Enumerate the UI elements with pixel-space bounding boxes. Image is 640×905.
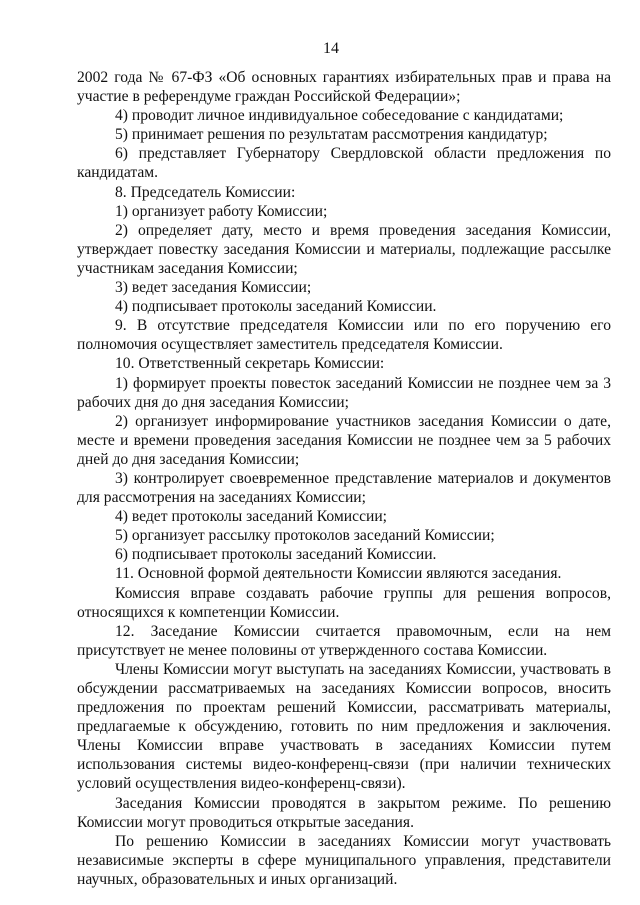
paragraph-chair-item-1: 1) организует работу Комиссии; [115, 202, 328, 220]
paragraph-section-8-heading: 8. Председатель Комиссии: [115, 183, 296, 201]
paragraph-secretary-item-2: 2) организует информирование участников заседания Комиссии о дате, месте и времени проведения заседания Комиссии не позднее чем за 5 рабочих дней до дня заседания Комиссии; [77, 412, 611, 468]
paragraph-law-reference: 2002 года № 67-ФЗ «Об основных гарантиях избирательных прав и права на участие в референдуме граждан Российской Федерации»; [77, 69, 611, 106]
paragraph-secretary-item-5: 5) организует рассылку протоколов заседаний Комиссии; [115, 527, 495, 545]
paragraph-section-11: 11. Основной формой деятельности Комиссии являются заседания. [115, 565, 562, 583]
page-number: 14 [323, 40, 339, 57]
paragraph-section-9: 9. В отсутствие председателя Комиссии или по его поручению его полномочия осуществляет заместитель председателя Комиссии. [77, 317, 611, 354]
paragraph-chair-item-4: 4) подписывает протоколы заседаний Комиссии. [115, 298, 437, 316]
paragraph-chair-item-3: 3) ведет заседания Комиссии; [115, 279, 312, 297]
paragraph-item-5-decisions: 5) принимает решения по результатам рассмотрения кандидатур; [115, 126, 548, 144]
paragraph-secretary-item-4: 4) ведет протоколы заседаний Комиссии; [115, 508, 388, 526]
paragraph-chair-item-2: 2) определяет дату, место и время проведения заседания Комиссии, утверждает повестку заседания Комиссии и материалы, подлежащие рассылке участникам заседания Комиссии; [77, 221, 611, 277]
paragraph-secretary-item-1: 1) формирует проекты повесток заседаний Комиссии не позднее чем за 3 рабочих дня до дня заседания Комиссии; [77, 374, 611, 411]
document-body [77, 68, 611, 889]
paragraph-item-6-proposals: 6) представляет Губернатору Свердловской области предложения по кандидатам. [77, 145, 611, 182]
paragraph-members-rights: Члены Комиссии могут выступать на заседаниях Комиссии, участвовать в обсуждении рассматриваемых на заседаниях Комиссии вопросов, вносить предложения по проектам решений Комиссии, рассматривать материалы, предлагаемые к обсуждению, готовить по ним предложения и заключения. Члены Комиссии вправе участвовать в заседаниях Комиссии путем использования системы видео-конференц-связи (при наличии технических условий осуществления видео-конференц-связи). [77, 660, 611, 793]
paragraph-section-10-heading: 10. Ответственный секретарь Комиссии: [115, 355, 385, 373]
paragraph-secretary-item-6: 6) подписывает протоколы заседаний Комиссии. [115, 546, 437, 564]
paragraph-working-groups: Комиссия вправе создавать рабочие группы для решения вопросов, относящихся к компетенции Комиссии. [77, 584, 611, 621]
paragraph-secretary-item-3: 3) контролирует своевременное представление материалов и документов для рассмотрения на заседаниях Комиссии; [77, 469, 611, 507]
paragraph-section-12: 12. Заседание Комиссии считается правомочным, если на нем присутствует не менее половины от утвержденного состава Комиссии. [77, 622, 611, 659]
paragraph-closed-sessions: Заседания Комиссии проводятся в закрытом режиме. По решению Комиссии могут проводиться открытые заседания. [77, 794, 611, 831]
paragraph-independent-experts: По решению Комиссии в заседаниях Комиссии могут участвовать независимые эксперты в сфере муниципального управления, представители научных, образовательных и иных организаций. [77, 832, 611, 888]
paragraph-item-4-interview: 4) проводит личное индивидуальное собеседование с кандидатами; [115, 107, 564, 125]
